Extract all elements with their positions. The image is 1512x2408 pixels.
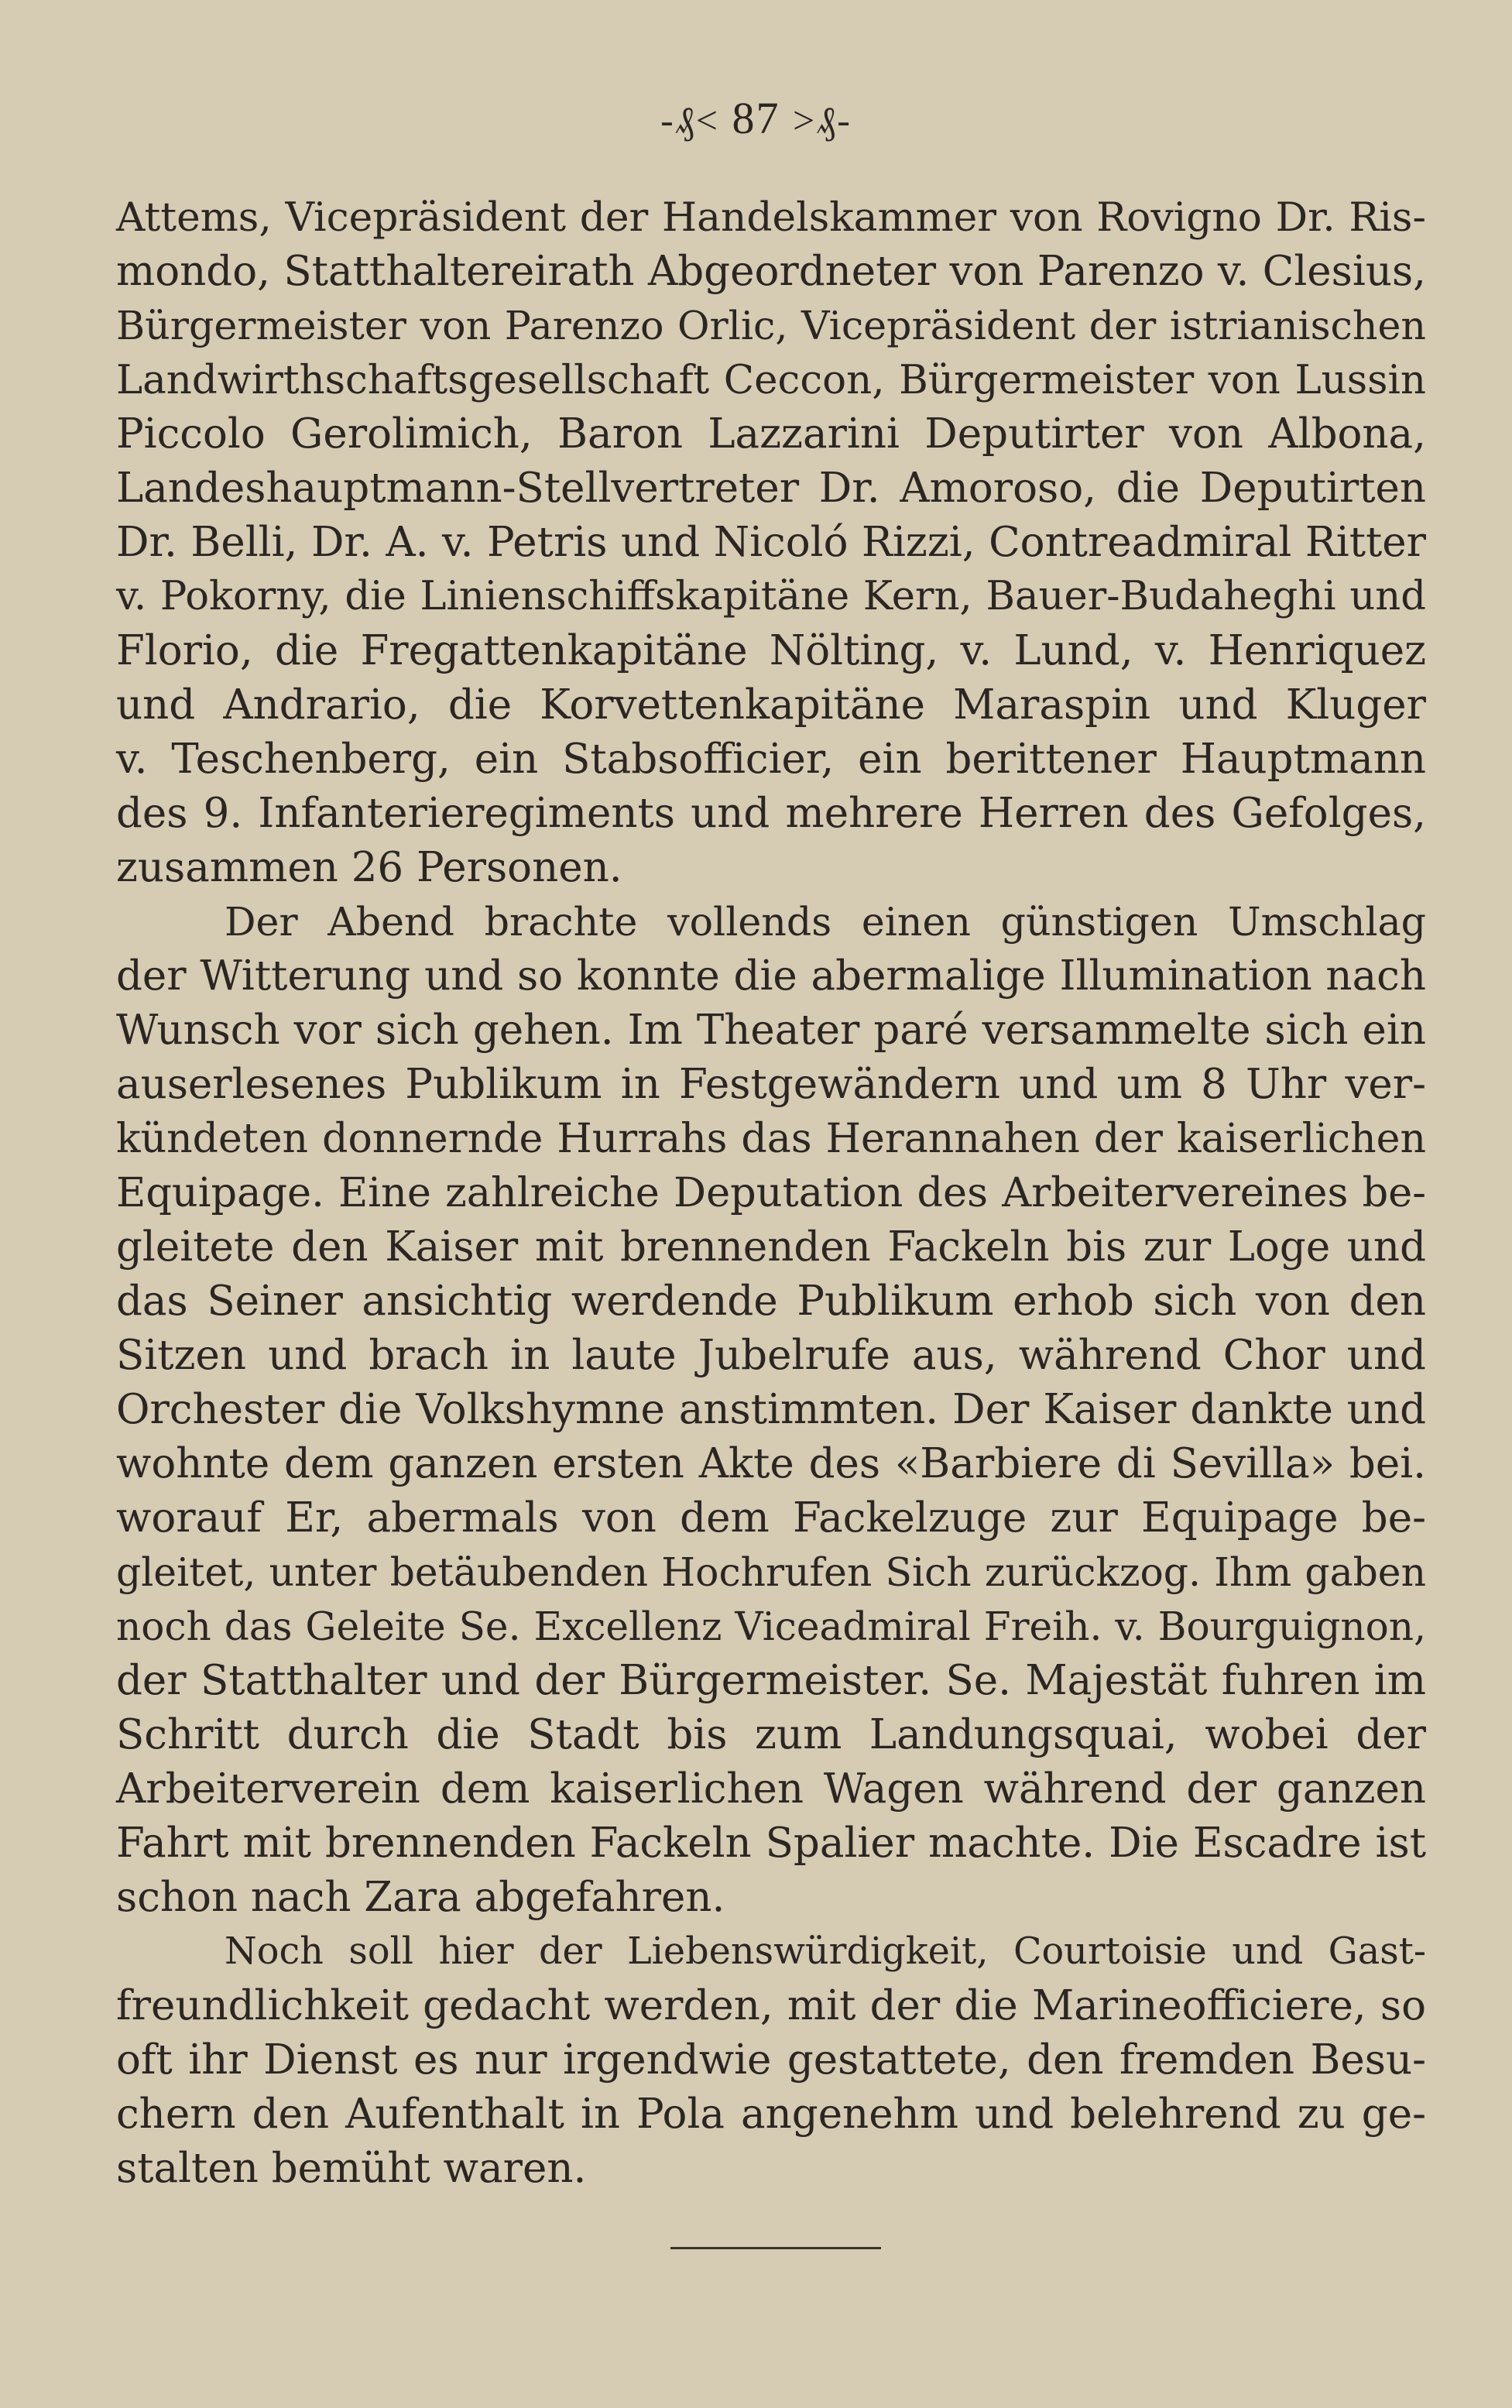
text-line: das Seiner ansichtig werdende Publikum erhob sich von den: [116, 1278, 1426, 1325]
text-line: Sitzen und brach in laute Jubelrufe aus, während Chor und: [116, 1332, 1426, 1379]
page-header: [0, 91, 1512, 147]
text-line: schon nach Zara abgefahren.: [116, 1874, 725, 1921]
page-number: 87: [732, 93, 780, 143]
text-line: freundlichkeit gedacht werden, mit der die Marineofficiere, so: [116, 1982, 1426, 2029]
text-line: Der Abend brachte vollends einen günstigen Umschlag: [225, 899, 1426, 945]
text-line: gleitet, unter betäubenden Hochrufen Sich zurückzog. Ihm gaben: [116, 1549, 1426, 1595]
text-line: gleitete den Kaiser mit brennenden Fackeln bis zur Loge und: [116, 1223, 1426, 1271]
text-line: Attems, Vicepräsident der Handelskammer von Rovigno Dr. Ris-: [116, 194, 1426, 241]
text-line: Equipage. Eine zahlreiche Deputation des Arbeitervereines be-: [116, 1169, 1426, 1216]
end-rule: [670, 2247, 881, 2249]
text-line: chern den Aufenthalt in Pola angenehm und belehrend zu ge-: [116, 2091, 1426, 2138]
text-line: Noch soll hier der Liebenswürdigkeit, Courtoisie und Gast-: [225, 1930, 1426, 1973]
text-line: Landwirthschaftsgesellschaft Ceccon, Bürgermeister von Lussin: [116, 357, 1426, 403]
text-line: worauf Er, abermals von dem Fackelzuge zur Equipage be-: [116, 1494, 1426, 1542]
text-line: v. Pokorny, die Linienschiffskapitäne Kern, Bauer-Budaheghi und: [116, 574, 1426, 619]
text-line: zusammen 26 Personen.: [116, 844, 622, 891]
text-line: Orchester die Volkshymne anstimmten. Der Kaiser dankte und: [116, 1386, 1426, 1433]
text-line: Piccolo Gerolimich, Baron Lazzarini Deputirter von Albona,: [116, 410, 1426, 458]
paragraph-3: [116, 1925, 1426, 2196]
text-line: stalten bemüht waren.: [116, 2145, 587, 2192]
text-line: Fahrt mit brennenden Fackeln Spalier machte. Die Escadre ist: [116, 1820, 1426, 1867]
text-line: Bürgermeister von Parenzo Orlic, Vicepräsident der istrianischen: [116, 303, 1426, 348]
text-line: der Statthalter und der Bürgermeister. Se. Majestät fuhren im: [116, 1657, 1426, 1704]
text-line: noch das Geleite Se. Excellenz Viceadmiral Freih. v. Bourguignon,: [116, 1604, 1426, 1649]
text-line: v. Teschenberg, ein Stabsofficier, ein berittener Hauptmann: [116, 736, 1426, 783]
text-line: Dr. Belli, Dr. A. v. Petris und Nicoló Rizzi, Contreadmiral Ritter: [116, 519, 1426, 566]
paragraph-2: [116, 895, 1426, 1925]
text-line: Florio, die Fregattenkapitäne Nölting, v. Lund, v. Henriquez: [116, 627, 1426, 674]
text-line: der Witterung und so konnte die abermalige Illumination nach: [116, 952, 1426, 1000]
right-ornament: >₰-: [793, 98, 852, 142]
text-line: auserlesenes Publikum in Festgewändern und um 8 Uhr ver-: [116, 1061, 1426, 1108]
text-line: wohnte dem ganzen ersten Akte des «Barbiere di Sevilla» bei.: [116, 1440, 1426, 1487]
text-line: oft ihr Dienst es nur irgendwie gestattete, den fremden Besu-: [116, 2036, 1426, 2084]
text-line: Landeshauptmann-Stellvertreter Dr. Amoroso, die Deputirten: [116, 465, 1426, 512]
text-line: Schritt durch die Stadt bis zum Landungsquai, wobei der: [116, 1711, 1426, 1758]
body-text: [116, 190, 1426, 2196]
text-line: kündeten donnernde Hurrahs das Herannahen der kaiserlichen: [116, 1116, 1426, 1162]
paragraph-1: [116, 190, 1426, 895]
text-line: mondo, Statthaltereirath Abgeordneter von Parenzo v. Clesius,: [116, 248, 1426, 295]
text-line: des 9. Infanterieregiments und mehrere Herren des Gefolges,: [116, 790, 1426, 837]
text-line: und Andrario, die Korvettenkapitäne Maraspin und Kluger: [116, 681, 1426, 729]
text-line: Arbeiterverein dem kaiserlichen Wagen während der ganzen: [116, 1765, 1426, 1813]
text-line: Wunsch vor sich gehen. Im Theater paré versammelte sich ein: [116, 1007, 1426, 1054]
left-ornament: -₰<: [660, 98, 719, 142]
